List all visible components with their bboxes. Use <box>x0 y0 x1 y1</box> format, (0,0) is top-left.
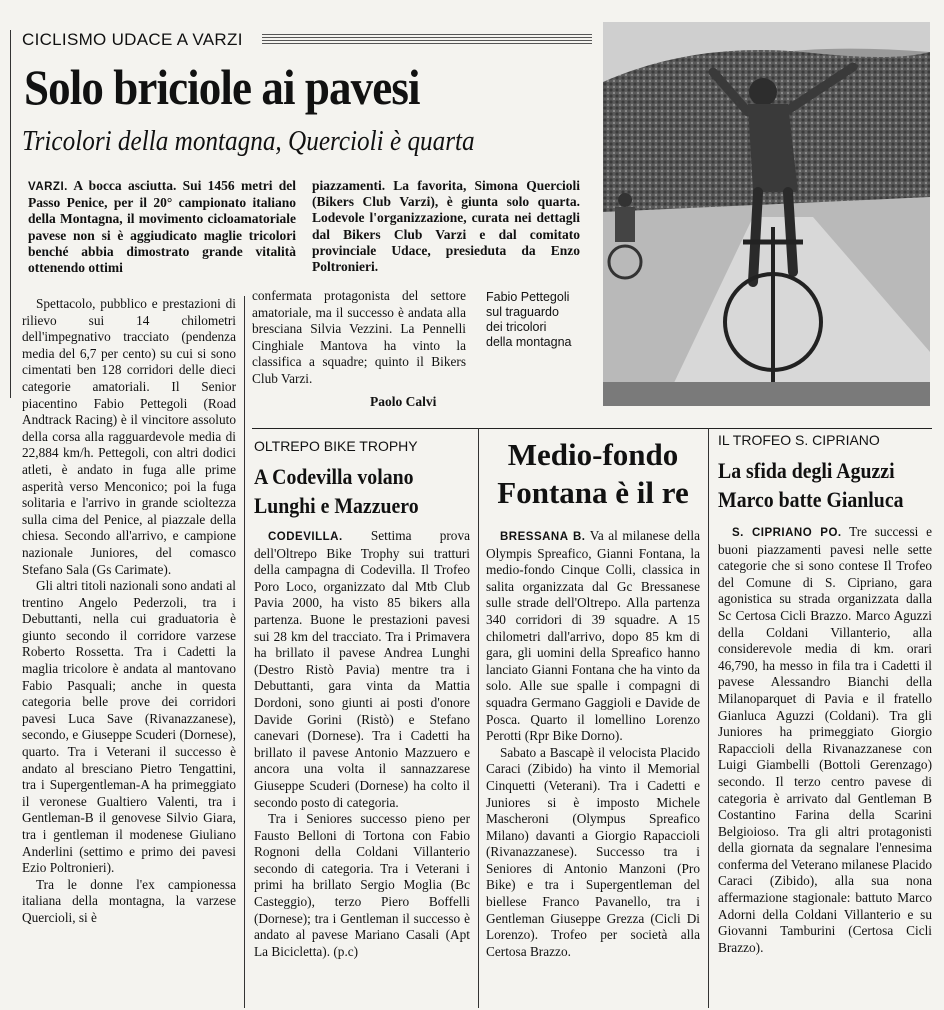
article4-headline: La sfida degli Aguzzi Marco batte Gianluca <box>718 458 904 512</box>
article4-kicker: IL TROFEO S. CIPRIANO <box>718 432 880 448</box>
lead-text-1: A bocca asciutta. Sui 1456 metri del Passo Penice, per il 20° campionato italiano della Montagna, il movimento cicloamatoriale pavese non si è aggiudicato maglie tricolori benché abbia dimostrato grande vitalità ottenendo ottimi <box>28 178 296 276</box>
cyclist-photo <box>603 22 930 406</box>
article2-paragraph: Settima prova dell'Oltrepo Bike Trophy sui tratturi della campagna di Codevilla. Il Trofeo Poro Loco, organizzato dal Mtb Club Pavia 2000, ha visto 85 bikers alla partenza. Buone le prestazioni pavesi sui 28 km del tracciato. Tra i Primavera ha brillato il pavese Andrea Lunghi (Destro Ristò Pavia) mentre tra i Debuttanti, gara vinta da Mattia Dordoni, sono giunti ai posti d'onore Davide Gorini (Ristò) e Stefano canevari (Dornese). Tra i Cadetti ha brillato il pavese Antonio Mazzuero e ancora una volta il sannazzarese Giuseppe Scuderi (Dornese) ha colto il secondo posto di categoria. <box>254 528 470 810</box>
main-body-paragraph: Spettacolo, pubblico e prestazioni di rilievo sui 14 chilometri dell'impegnativo tracciato (pendenza media del 6,7 per cento) su cui si sono cimentati ben 128 corridori delle dieci categorie amatoriali. Il Senior piacentino Fabio Pettegoli (Road Andtrack Racing) è il vincitore assoluto della corsa alla ragguardevole media di 22,884 km/h. Pettegoli, con altri dodici atleti, è andato in fuga alle prime asperità verso Menconico; poi la fuga solitaria e l'arrivo in grande scioltezza sulla cima del Penice, al piazzale della chiesa. Secondo all'arrivo, e campione nazionale Juniores, del comasco Stefano Sala (Gs Carimate). <box>22 296 236 577</box>
kicker-rule <box>262 34 592 44</box>
lead-column-1 <box>28 178 296 293</box>
main-kicker: CICLISMO UDACE A VARZI <box>22 30 243 49</box>
lead-text-2: piazzamenti. La favorita, Simona Quercioli (Bikers Club Varzi), è giunta solo quarta. Lodevole l'organizzazione, curata nei dettagli dal Bikers Club Varzi e dal comitato provinciale Udace, presieduta da Enzo Poltronieri. <box>312 178 580 275</box>
article3-dateline: BRESSANA B. <box>500 531 586 543</box>
column-divider <box>478 428 479 1008</box>
lead-column-2 <box>312 178 580 293</box>
article3-body <box>486 528 700 1006</box>
main-body-paragraph: Gli altri titoli nazionali sono andati al trentino Angelo Pederzoli, tra i Debuttanti, nella cui graduatoria è giunto secondo il corridore varzese Roberto Rossetta. Tra i Cadetti la maglia tricolore è andata al mantovano Fabio Pasquali; anche in questa categoria belle prove dei corridori pavesi Luca Save (Rivanazzanese), secondo, e Giuseppe Scuderi (Dornese), quarto. Tra i Veterani il successo è andato al bresciano Pietro Tengattini, tra i Supergentleman-A ha primeggiato il veronese Gualtiero Valenti, tra i Gentleman-B il genovese Silvio Giara, tra i gentleman il modenese Giuliano Anderlini (settimo e primo dei pavesi Ezio Poltronieri). <box>22 578 236 876</box>
main-body-column-1 <box>22 296 236 1008</box>
column-divider <box>244 296 245 1008</box>
article3-paragraph: Va al milanese della Olympis Spreafico, Gianni Fontana, la medio-fondo Cinque Colli, classica in salita organizzata dal Gc Bressanese sulle strade dell'Oltrepo. Alla partenza 340 corridori di 39 squadre. A 15 chilometri dall'arrivo, dopo 85 km di gara, gli uomini della Spreafico hanno lanciato Gianni Fontana che ha vinto da solo. Alle sue spalle i compagni di squadra Germano Gaggioli e Davide de Posca. Quarto il lomellino Lorenzo Perotti (Rpr Bike Dorno). <box>486 528 700 744</box>
main-body-paragraph: confermata protagonista del settore amatoriale, ma il successo è andata alla bresciana Silvia Vezzini. La Pennelli Cinghiale Mantova ha vinto la classifica a squadre; quinto il Bikers Club Varzi. <box>252 288 466 386</box>
article2-dateline: CODEVILLA. <box>268 531 343 543</box>
main-body-column-2 <box>252 288 466 388</box>
cyclist-photo-graphic <box>603 22 930 406</box>
main-headline: Solo briciole ai pavesi <box>24 59 420 115</box>
column-divider <box>708 428 709 1008</box>
article2-body <box>254 528 470 1006</box>
article3-paragraph: Sabato a Bascapè il velocista Placido Caraci (Zibido) ha vinto il Memorial Cinquetti (Veterani). Tra i Cadetti e Juniores si è imposto Michele Mascheroni (Olympus Spreafico Milano) davanti a Giorgio Rapaccioli (Rivanazzanese). Successo tra i Seniores di Antonio Manzoni (Pro Bike) e tra i Supergentleman del biellese Franco Pavanello, tra i Gentleman Giuseppe Grezza (Cicli Di Lorenzo). Trofeo per società alla Certosa Brazzo. <box>486 744 700 959</box>
article4-paragraph: Tre successi e buoni piazzamenti pavesi nelle sette categorie che si sono contese Il Trofeo del Comune di S. Cipriano, gara agonistica su strada organizzata dalla Sc Certosa Cicli Brazzo. Marco Aguzzi della Coldani Villanterio, alla considerevole media di km. orari 46,790, ha messo in fila tra i Cadetti il pavese Alessandro Bianchi della Milanoparquet di Pavia e il fratello Gianluca Aguzzi (Coldani). Tra gli Juniores ha primeggiato Giorgio Rapaccioli della Rivanazzanese con Luigi Giambelli (Bottoli Gerenzago) secondo. Il terzo centro pavese di categoria è arrivato dal Gentleman B Costantino Farina della Scarini Belgioioso. Tra gli altri protagonisti della giornata da segnalare l'ennesima conferma del Veterano milanese Placido Caraci (Zibido), alla sua nona affermazione stagionale: battuto Marco Adorni della Coldani Villanterio e su Giovanni Tamburini (Certosa Cicli Brazzo). <box>718 524 932 955</box>
article2-headline: A Codevilla volano Lunghi e Mazzuero <box>254 464 419 518</box>
photo-caption: Fabio Pettegoli sul traguardo dei tricolori della montagna <box>486 290 572 349</box>
left-margin-rule <box>10 30 11 398</box>
article3-headline: Medio-fondo Fontana è il re <box>497 437 689 510</box>
section-rule <box>252 428 932 429</box>
main-dateline: VARZI. <box>28 181 68 193</box>
article2-paragraph: Tra i Seniores successo pieno per Fausto Belloni di Tortona con Fabio Rognoni della Coldani Villanterio secondo di categoria. Tra i Veterani i primi ha brillato Sergio Moglia (Bc Casteggio), terzo Piero Boffelli (Dornese); tra i Gentleman il successo è andato al pavese Mariano Casali (Apt La Bicicletta). (p.c) <box>254 811 470 959</box>
article2-kicker: OLTREPO BIKE TROPHY <box>254 438 418 454</box>
main-author: Paolo Calvi <box>370 394 437 409</box>
article4-dateline: S. CIPRIANO PO. <box>732 527 842 539</box>
main-body-paragraph: Tra le donne l'ex campionessa italiana della montagna, la varzese Quercioli, si è <box>22 876 236 925</box>
article4-body <box>718 524 932 1006</box>
main-subheadline: Tricolori della montagna, Quercioli è quarta <box>22 126 475 157</box>
